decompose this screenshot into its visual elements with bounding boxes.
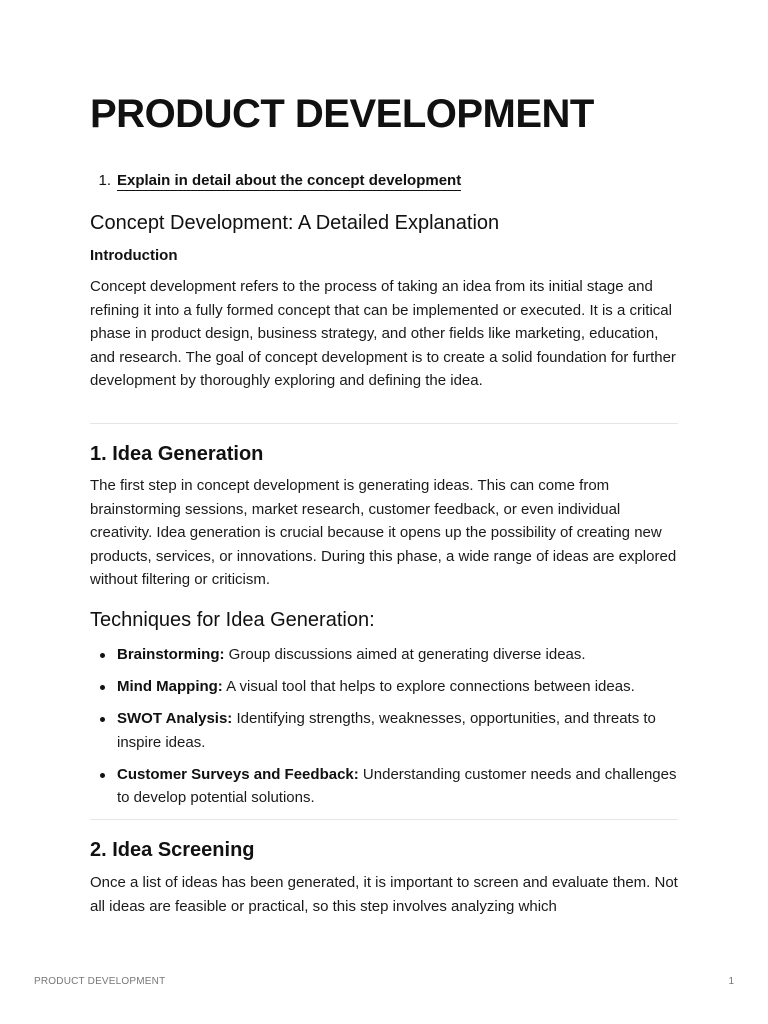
bullet-icon (100, 685, 105, 690)
list-item (90, 707, 680, 754)
techniques-heading: Techniques for Idea Generation: (90, 609, 375, 631)
table-of-contents (90, 172, 461, 191)
footer-document-title: PRODUCT DEVELOPMENT (34, 976, 166, 987)
list-item-term: Mind Mapping: (117, 678, 223, 695)
toc-item (90, 172, 461, 191)
idea-screening-heading: 2. Idea Screening (90, 839, 255, 861)
techniques-list (90, 643, 680, 818)
list-item (90, 675, 680, 699)
toc-link-concept-development[interactable]: Explain in detail about the concept development (117, 172, 462, 189)
idea-generation-paragraph: The first step in concept development is generating ideas. This can come from brainstorming sessions, market research, customer feedback, or even individual creativity. Idea generation is crucial because it opens up the possibility of creating new products, services, or innovations. During this phase, a wide range of ideas are explored without filtering or criticism. (90, 477, 677, 588)
list-item-term: Brainstorming: (117, 646, 225, 663)
bullet-icon (100, 653, 105, 658)
list-item (90, 763, 680, 810)
page-title: PRODUCT DEVELOPMENT (90, 92, 594, 136)
list-item-description: Identifying strengths, weaknesses, opportunities, and threats to inspire ideas. (117, 710, 656, 751)
list-item-description: Group discussions aimed at generating diverse ideas. (224, 646, 586, 663)
list-item-description: A visual tool that helps to explore connections between ideas. (222, 678, 635, 695)
section-heading: Concept Development: A Detailed Explanation (90, 212, 500, 234)
bullet-icon (100, 717, 105, 722)
toc-item-number: 1. (98, 172, 111, 189)
list-item (90, 643, 680, 667)
footer-page-number: 1 (728, 976, 734, 987)
divider (90, 819, 678, 820)
idea-generation-heading: 1. Idea Generation (90, 443, 264, 465)
list-item-term: SWOT Analysis: (117, 710, 233, 727)
introduction-paragraph: Concept development refers to the process of taking an idea from its initial stage and refining it into a fully formed concept that can be implemented or executed. It is a critical phase in product design, business strategy, and other fields like marketing, education, and research. The goal of concept development is to create a solid foundation for further development by thoroughly exploring and defining the idea. (90, 278, 676, 389)
list-item-description: Understanding customer needs and challenges to develop potential solutions. (117, 765, 677, 806)
introduction-label: Introduction (90, 247, 178, 264)
idea-screening-paragraph: Once a list of ideas has been generated, it is important to screen and evaluate them. Not all ideas are feasible or practical, so this step involves analyzing which (90, 874, 678, 915)
list-item-term: Customer Surveys and Feedback: (117, 765, 359, 783)
divider (90, 423, 678, 424)
bullet-icon (100, 773, 105, 778)
